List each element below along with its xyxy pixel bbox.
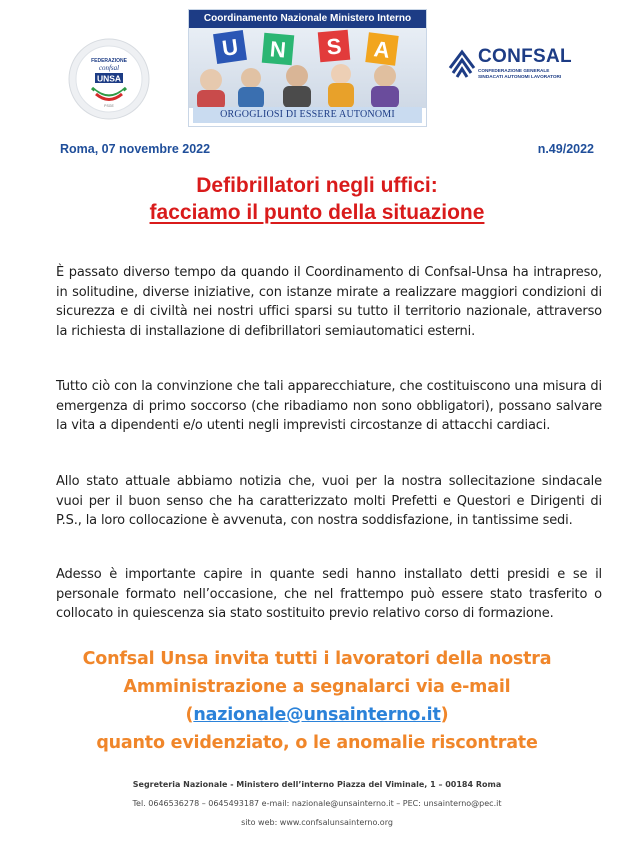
confsal-subtitle-2: SINDACATI AUTONOMI LAVORATORI <box>478 74 562 79</box>
cta-email-link[interactable]: nazionale@unsainterno.it <box>193 705 441 725</box>
paragraph-1: È passato diverso tempo da quando il Coordinamento di Confsal-Unsa ha intrapreso, in solitudine, diverse iniziative, con istanze mirate a realizzare maggiori condizioni di sicurezza e di civiltà nei nostri uffici sparsi su tutto il territorio nazionale, attraverso la richiesta di installazione di defibrillatori semiautomatici esterni. <box>56 265 602 339</box>
coordinamento-banner <box>188 9 427 127</box>
logo-left-line1: FEDERAZIONE <box>91 58 127 64</box>
cta-paren-open: ( <box>185 705 194 725</box>
confsal-name: CONFSAL <box>478 46 572 67</box>
paragraph-3: Allo stato attuale abbiamo notizia che, vuoi per la nostra sollecitazione sindacale vuoi per il buon senso che ha caratterizzato molti Prefetti e Questori e Dirigenti di P.S., la loro collocazione è avvenuta, con nostra soddisfazione, in tantissime sedi. <box>56 474 602 529</box>
banner-letter-a: A <box>372 36 392 63</box>
confsal-subtitle-1: CONFEDERAZIONE GENERALE <box>478 68 550 73</box>
document-date: Roma, 07 novembre 2022 <box>60 142 211 156</box>
logo-left-line2: confsal <box>98 64 120 72</box>
title-line-2: facciamo il punto della situazione <box>149 201 485 224</box>
paragraph-4: Adesso è importante capire in quante sedi hanno installato detti presidi e se il personale formato nell’occasione, che nel frattempo può essere stato trasferito o collocato in quiescenza sia stato sostituito previo relativo corso di formazione. <box>56 567 602 622</box>
paragraph-2: Tutto ciò con la convinzione che tali apparecchiature, che costituiscono una misura di emergenza di primo soccorso (che ribadiamo non sono obbligatori), possano salvare la vita a dipendenti e/o utenti negli imprevisti circostanze di attacchi cardiaci. <box>56 379 602 434</box>
logo-left-line3: UNSA <box>96 73 122 84</box>
banner-letter-s: S <box>325 33 343 60</box>
banner-slogan: ORGOGLIOSI DI ESSERE AUTONOMI <box>193 107 422 123</box>
footer-address: Segreteria Nazionale - Ministero dell’interno Piazza del Viminale, 1 – 00184 Roma <box>132 780 502 789</box>
cta-line-1: Confsal Unsa invita tutti i lavoratori della nostra <box>82 649 552 669</box>
confsal-subtitle <box>478 68 588 80</box>
confsal-logo <box>448 46 588 90</box>
banner-title: Coordinamento Nazionale Ministero Interno <box>189 10 426 28</box>
banner-photo <box>189 28 426 108</box>
footer-contacts: Tel. 0646536278 – 0645493187 e-mail: nazionale@unsainterno.it – PEC: unsainterno@pec.it <box>132 799 502 808</box>
cta-line-2: Amministrazione a segnalarci via e-mail <box>123 677 511 697</box>
logo-left-line4: PSGE <box>104 104 114 108</box>
confsal-emblem-icon <box>448 48 476 78</box>
cta-line-3 <box>0 705 634 725</box>
federazione-unsa-logo <box>68 38 150 120</box>
cta-paren-close: ) <box>440 705 449 725</box>
footer-website: sito web: www.confsalunsainterno.org <box>241 818 393 827</box>
banner-letter-n: N <box>268 36 287 63</box>
cta-line-4: quanto evidenziato, o le anomalie riscontrate <box>96 733 538 753</box>
banner-letter-u: U <box>220 34 240 61</box>
document-number: n.49/2022 <box>537 142 594 156</box>
title-line-1: Defibrillatori negli uffici: <box>196 174 438 197</box>
